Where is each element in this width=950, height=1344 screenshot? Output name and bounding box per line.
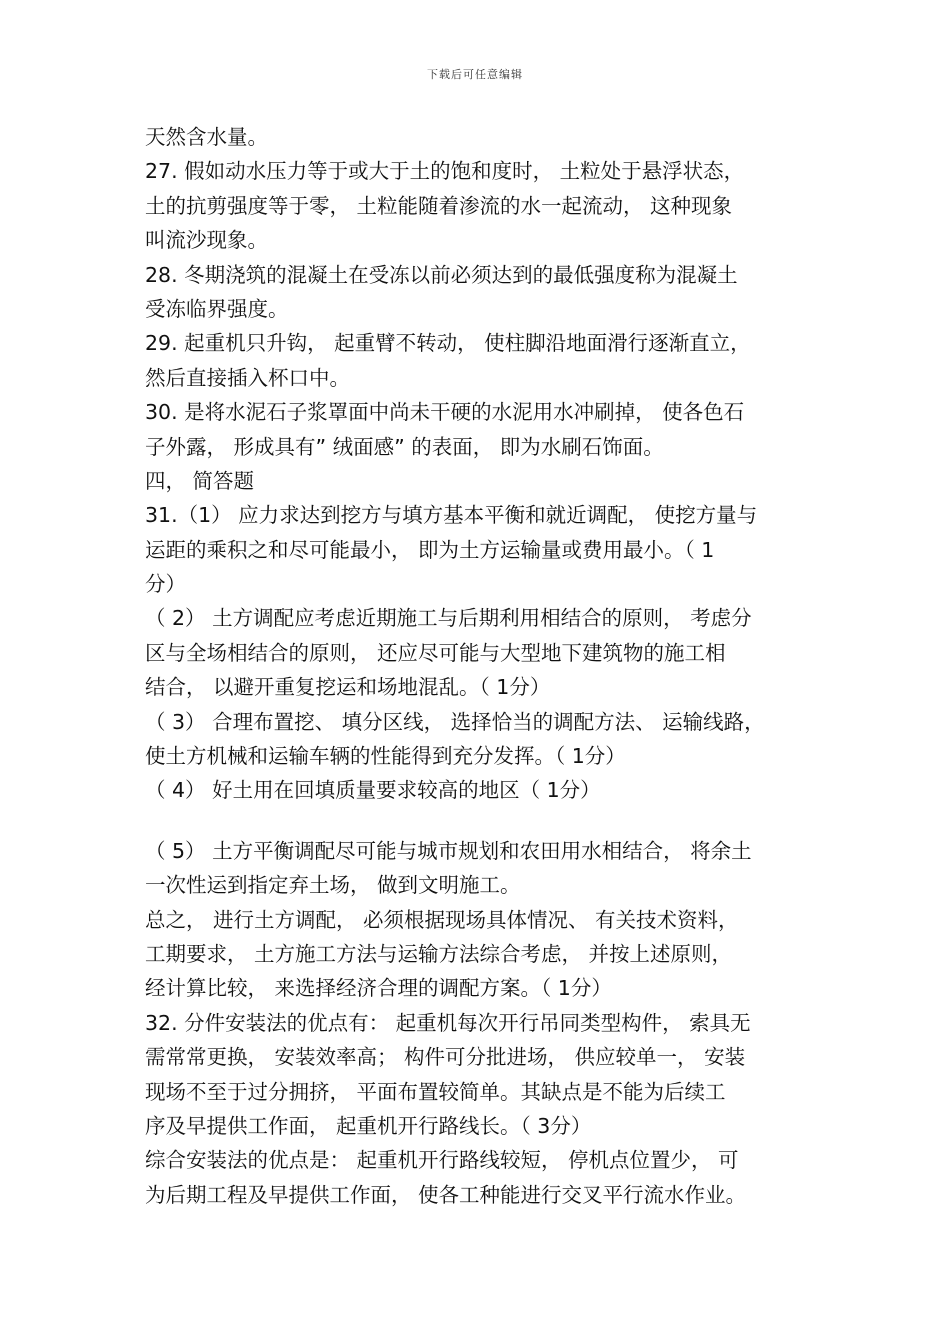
page-header: 下载后可任意编辑 <box>427 68 523 81</box>
text-line: 总之， 进行土方调配， 必须根据现场具体情况、 有关技术资料， <box>145 907 739 932</box>
text-line: 叫流沙现象。 <box>145 228 268 253</box>
text-line: 子外露， 形成具有” 绒面感” 的表面， 即为水刷石饰面。 <box>145 434 664 459</box>
text-line: 32. 分件安装法的优点有： 起重机每次开行吊同类型构件， 索具无 <box>145 1010 751 1035</box>
section-heading: 四， 简答题 <box>145 468 255 493</box>
text-line: 天然含水量。 <box>145 125 268 149</box>
text-line: 区与全场相结合的原则， 还应尽可能与大型地下建筑物的施工相 <box>145 640 726 665</box>
text-line: 综合安装法的优点是： 起重机开行路线较短， 停机点位置少， 可 <box>145 1148 739 1173</box>
paragraph-gap <box>145 808 835 834</box>
text-line: 27. 假如动水压力等于或大于土的饱和度时， 土粒处于悬浮状态， <box>145 159 745 184</box>
text-line: 为后期工程及早提供工作面， 使各工种能进行交叉平行流水作业。 <box>145 1182 747 1207</box>
text-line: 工期要求， 土方施工方法与运输方法综合考虑， 并按上述原则， <box>145 941 733 966</box>
text-line: 一次性运到指定弃土场， 做到文明施工。 <box>145 873 521 898</box>
text-line: 31.（1） 应力求达到挖方与填方基本平衡和就近调配， 使挖方量与 <box>145 503 758 528</box>
document-body <box>145 120 835 1212</box>
text-line: 序及早提供工作面， 起重机开行路线长。（ 3分） <box>145 1113 592 1138</box>
text-line: 现场不至于过分拥挤， 平面布置较简单。其缺点是不能为后续工 <box>145 1079 726 1104</box>
text-line: 需常常更换， 安装效率高； 构件可分批进场， 供应较单一， 安装 <box>145 1045 746 1070</box>
text-line: 运距的乘积之和尽可能最小， 即为土方运输量或费用最小。（ 1 <box>145 537 715 562</box>
text-line: 土的抗剪强度等于零， 土粒能随着渗流的水一起流动， 这种现象 <box>145 193 733 218</box>
text-line: 受冻临界强度。 <box>145 296 289 321</box>
text-line: 29. 起重机只升钩， 起重臂不转动， 使柱脚沿地面滑行逐渐直立， <box>145 331 751 356</box>
text-line: （ 2） 土方调配应考虑近期施工与后期利用相结合的原则， 考虑分 <box>145 606 752 631</box>
text-line: 使土方机械和运输车辆的性能得到充分发挥。（ 1分） <box>145 744 626 769</box>
text-line: （ 5） 土方平衡调配尽可能与城市规划和农田用水相结合， 将余土 <box>145 838 752 863</box>
text-line: 28. 冬期浇筑的混凝土在受冻以前必须达到的最低强度称为混凝土 <box>145 262 738 287</box>
text-line: （ 4） 好土用在回填质量要求较高的地区（ 1分） <box>145 778 601 803</box>
text-line: 分） <box>145 572 186 597</box>
text-line: 经计算比较， 来选择经济合理的调配方案。（ 1分） <box>145 976 612 1001</box>
text-line: 然后直接插入杯口中。 <box>145 365 350 390</box>
text-line: 30. 是将水泥石子浆罩面中尚未干硬的水泥用水冲刷掉， 使各色石 <box>145 400 745 425</box>
text-line: （ 3） 合理布置挖、 填分区线， 选择恰当的调配方法、 运输线路， <box>145 709 765 734</box>
text-line: 结合， 以避开重复挖运和场地混乱。（ 1分） <box>145 675 551 700</box>
